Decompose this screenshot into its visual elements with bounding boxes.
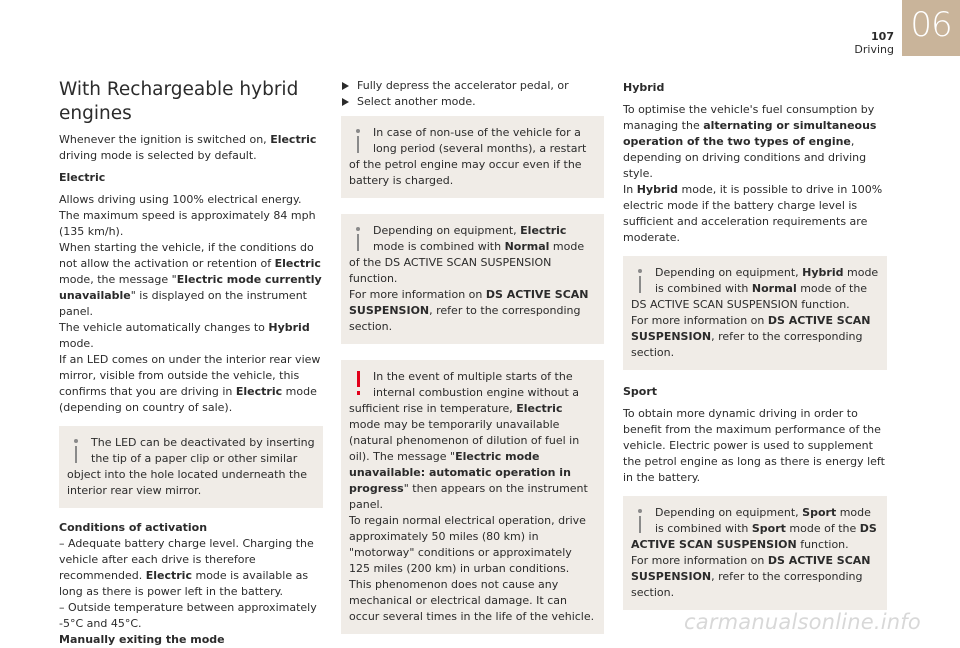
watermark: carmanualsonline.info bbox=[684, 610, 921, 634]
info-note-hybrid: Depending on equipment, Hybrid mode is combined with Normal mode of the DS ACTIVE SCAN SUSPENSION function. For more information on DS ACTIVE SCAN SUSPENSION, refer to the corresponding section. bbox=[623, 256, 887, 370]
info-icon bbox=[631, 265, 649, 295]
condition-1: – Adequate battery charge level. Charging the vehicle after each drive is therefore recommended. Electric mode is available as long as there is power left in the battery. bbox=[59, 537, 314, 598]
warning-note: In the event of multiple starts of the internal combustion engine without a sufficient rise in temperature, Electric mode may be temporarily unavailable (natural phenomenon of dilution of fuel in oil). The message "Electric mode unavailable: automatic operation in progress" then appears on the instrument panel. To regain normal electrical operation, drive approximately 50 miles (80 km) in "motorway" conditions or approximately 125 miles (200 km) in urban conditions. This phenomenon does not cause any mechanical or electrical damage. It can occur several times in the life of the vehicle. bbox=[341, 360, 604, 634]
electric-text-1: Allows driving using 100% electrical energy. bbox=[59, 193, 302, 206]
info-note-sport: Depending on equipment, Sport mode is combined with Sport mode of the DS ACTIVE SCAN SUSPENSION function. For more information on DS ACTIVE SCAN SUSPENSION, refer to the corresponding section. bbox=[623, 496, 887, 610]
manual-exit-heading: Manually exiting the mode bbox=[59, 633, 225, 646]
info-note-restart bbox=[341, 116, 604, 198]
section-title: Driving bbox=[854, 43, 894, 56]
info-icon bbox=[67, 435, 85, 465]
bullet-item: Select another mode. bbox=[341, 94, 604, 110]
info-note-suspension: Depending on equipment, Electric mode is combined with Normal mode of the DS ACTIVE SCAN SUSPENSION function. For more information on DS ACTIVE SCAN SUSPENSION, refer to the corresponding section. bbox=[341, 214, 604, 344]
hybrid-heading: Hybrid bbox=[623, 81, 665, 94]
info-icon bbox=[349, 125, 367, 155]
sport-text: To obtain more dynamic driving in order to benefit from the maximum performance of the vehicle. Electric power is used to supplement the petrol engine as long as there is energy left in the battery. bbox=[623, 407, 885, 484]
column-3 bbox=[623, 78, 887, 622]
bullet-item: Fully depress the accelerator pedal, or bbox=[341, 78, 604, 94]
note-text: The LED can be deactivated by inserting the tip of a paper clip or other similar object into the hole located underneath the interior rear view mirror. bbox=[67, 436, 315, 497]
chapter-tab: 06 bbox=[902, 0, 960, 56]
warning-icon bbox=[349, 369, 367, 399]
hybrid-text-2: In Hybrid mode, it is possible to drive in 100% electric mode if the battery charge level is sufficient and acceleration requirements are moderate. bbox=[623, 183, 883, 244]
info-icon bbox=[631, 505, 649, 535]
conditions-heading: Conditions of activation bbox=[59, 521, 208, 534]
page-title: With Rechargeable hybrid engines bbox=[59, 79, 299, 124]
electric-text-4: The vehicle automatically changes to Hybrid mode. bbox=[59, 321, 310, 350]
info-icon bbox=[349, 223, 367, 253]
intro-paragraph: Whenever the ignition is switched on, Electric driving mode is selected by default. bbox=[59, 133, 317, 162]
electric-heading: Electric bbox=[59, 171, 106, 184]
column-1 bbox=[59, 78, 323, 648]
page-number: 107 bbox=[871, 30, 894, 43]
electric-text-2: The maximum speed is approximately 84 mph (135 km/h). bbox=[59, 209, 316, 238]
column-2 bbox=[341, 78, 604, 646]
sport-heading: Sport bbox=[623, 385, 658, 398]
page-header bbox=[854, 30, 894, 57]
note-text: In case of non-use of the vehicle for a long period (several months), a restart of the petrol engine may occur even if the battery is charged. bbox=[349, 126, 587, 187]
electric-text-5: If an LED comes on under the interior rear view mirror, visible from outside the vehicle, this confirms that you are driving in Electric mode (depending on country of sale). bbox=[59, 353, 321, 414]
electric-text-3: When starting the vehicle, if the conditions do not allow the activation or retention of Electric mode, the message "Electric mode currently unavailable" is displayed on the instrument panel. bbox=[59, 241, 322, 318]
info-note-led bbox=[59, 426, 323, 508]
hybrid-text-1: To optimise the vehicle's fuel consumption by managing the alternating or simultaneous operation of the two types of engine, depending on driving conditions and driving style. bbox=[623, 103, 877, 180]
condition-2: – Outside temperature between approximately -5°C and 45°C. bbox=[59, 601, 317, 630]
